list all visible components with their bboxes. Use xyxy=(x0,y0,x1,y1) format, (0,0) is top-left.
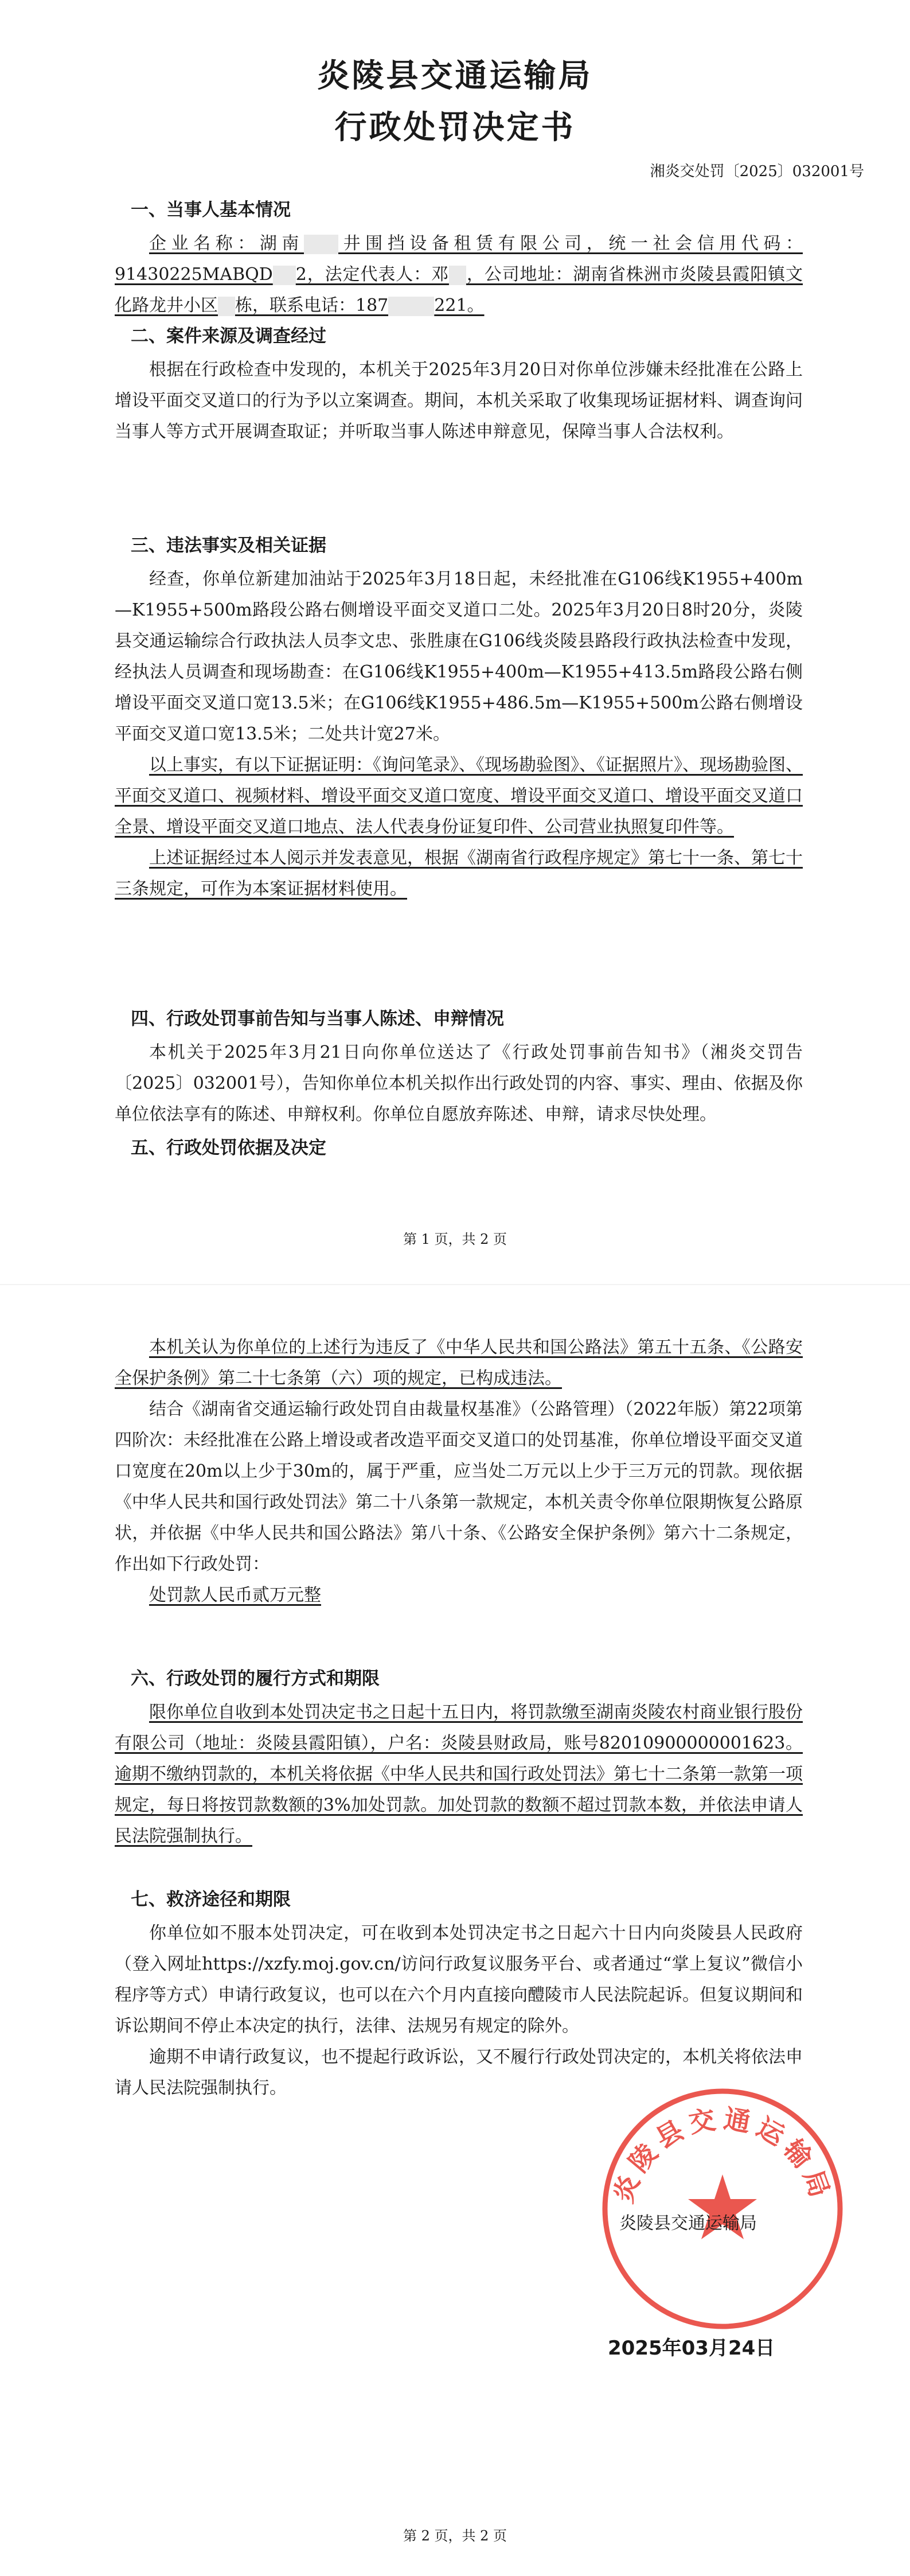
document-number: 湘炎交处罚〔2025〕032001号 xyxy=(650,163,864,180)
redaction xyxy=(273,266,296,285)
section-4-body xyxy=(115,1037,803,1130)
issuer-name: 炎陵县交通运输局 xyxy=(619,2213,757,2233)
doc-title-issuer: 炎陵县交通运输局 xyxy=(317,57,593,95)
party-text-2: 井围挡设备租赁有限公司，统一社会信用代码：91430225MABQD xyxy=(115,234,803,285)
payment-paragraph: 限你单位自收到本处罚决定书之日起十五日内，将罚款缴至湖南炎陵农村商业银行股份有限公司（地址：炎陵县霞阳镇），户名：炎陵县财政局，账号82010900000001623。逾期不缴纳罚款的，本机关将依据《中华人民共和国行政处罚法》第七十二条第一款第一项规定，每日将按罚款数额的3%加处罚款。加处罚款的数额不超过罚款本数，并依法申请人民法院强制执行。 xyxy=(115,1702,803,1846)
issue-date: 2025年03月24日 xyxy=(608,2337,775,2360)
remedy-paragraph: 你单位如不服本处罚决定，可在收到本处罚决定书之日起六十日内向炎陵县人民政府（登入网址https://xzfy.moj.gov.cn/访问行政复议服务平台、或者通过“掌上复议”微信小程序等方式）申请行政复议，也可以在六个月内直接向醴陵市人民法院起诉。但复议期间和诉讼期间不停止本决定的执行，法律、法规另有规定的除外。 xyxy=(115,1923,803,2036)
redaction xyxy=(218,297,235,316)
party-text-4: ，公司地址：湖南省株洲市炎陵县霞阳镇文化路龙井小区 xyxy=(115,264,803,316)
page-footer-1: 第 1 页，共 2 页 xyxy=(403,1231,507,1247)
section-5-body xyxy=(115,1332,803,1611)
redaction xyxy=(304,235,338,254)
evidence-paragraph: 以上事实，有以下证据证明：《询问笔录》、《现场勘验图》、《证据照片》、现场勘验图、平面交叉道口、视频材料、增设平面交叉道口宽度、增设平面交叉道口、增设平面交叉道口全景、增设平面交叉道口地点、法人代表身份证复印件、公司营业执照复印件等。 xyxy=(115,755,803,837)
section-3-body xyxy=(115,564,803,905)
section-6-body xyxy=(115,1697,803,1852)
enforcement-paragraph: 逾期不申请行政复议，也不提起行政诉讼，又不履行行政处罚决定的，本机关将依法申请人民法院强制执行。 xyxy=(115,2047,803,2098)
page-footer-2: 第 2 页，共 2 页 xyxy=(403,2528,507,2544)
penalty-decision: 处罚款人民币贰万元整 xyxy=(149,1585,321,1605)
section-2-body xyxy=(115,355,803,448)
redaction xyxy=(449,266,466,285)
page-2 xyxy=(0,1285,910,2576)
section-4-heading: 四、行政处罚事前告知与当事人陈述、申辩情况 xyxy=(131,1009,504,1029)
doc-title-type: 行政处罚决定书 xyxy=(334,109,576,146)
case-source-paragraph: 根据在行政检查中发现的，本机关于2025年3月20日对你单位涉嫌未经批准在公路上增设平面交叉道口的行为予以立案调查。期间，本机关采取了收集现场证据材料、调查询问当事人等方式开展调查取证；并听取当事人陈述申辩意见，保障当事人合法权利。 xyxy=(115,360,803,442)
discretion-paragraph: 结合《湖南省交通运输行政处罚自由裁量权基准》（公路管理）（2022年版）第22项第四阶次：未经批准在公路上增设或者改造平面交叉道口的处罚基准，你单位增设平面交叉道口宽度在20m以上少于30m的，属于严重，应当处二万元以上少于三万元的罚款。现依据《中华人民共和国行政处罚法》第二十八条第一款规定，本机关责令你单位限期恢复公路原状，并依据《中华人民共和国公路法》第八十条、《公路安全保护条例》第六十二条规定，作出如下行政处罚： xyxy=(115,1399,803,1574)
section-7-heading: 七、救济途径和期限 xyxy=(131,1889,291,1910)
seal-text: 炎陵县交通运输局 xyxy=(607,2103,838,2207)
redaction xyxy=(388,297,434,316)
section-6-heading: 六、行政处罚的履行方式和期限 xyxy=(131,1668,380,1689)
section-3-heading: 三、违法事实及相关证据 xyxy=(131,535,326,556)
party-text-1: 企业名称：湖南 xyxy=(149,234,304,254)
facts-paragraph: 经查，你单位新建加油站于2025年3月18日起，未经批准在G106线K1955+400m—K1955+500m路段公路右侧增设平面交叉道口二处。2025年3月20日8时20分，炎陵县交通运输综合行政执法人员李文忠、张胜康在G106线炎陵县路段行政执法检查中发现，经执法人员调查和现场勘查：在G106线K1955+400m—K1955+413.5m路段公路右侧增设平面交叉道口宽13.5米；在G106线K1955+486.5m—K1955+500m公路右侧增设平面交叉道口宽13.5米；二处共计宽27米。 xyxy=(115,569,803,744)
section-5-heading: 五、行政处罚依据及决定 xyxy=(131,1138,326,1158)
section-1-heading: 一、当事人基本情况 xyxy=(131,200,291,220)
party-text-3: 2，法定代表人：邓 xyxy=(295,264,449,285)
section-2-heading: 二、案件来源及调查经过 xyxy=(131,326,326,347)
party-text-6: 221。 xyxy=(434,295,485,316)
party-text-5: 栋，联系电话：187 xyxy=(235,295,389,316)
notice-paragraph: 本机关于2025年3月21日向你单位送达了《行政处罚事前告知书》（湘炎交罚告〔2025〕032001号），告知你单位本机关拟作出行政处罚的内容、事实、理由、依据及你单位依法享有的陈述、申辩权利。你单位自愿放弃陈述、申辩，请求尽快处理。 xyxy=(115,1042,803,1124)
page-1 xyxy=(0,0,910,1285)
violation-paragraph: 本机关认为你单位的上述行为违反了《中华人民共和国公路法》第五十五条、《公路安全保护条例》第二十七条第（六）项的规定，已构成违法。 xyxy=(115,1337,803,1388)
evidence-usage-paragraph: 上述证据经过本人阅示并发表意见，根据《湖南省行政程序规定》第七十一条、第七十三条规定，可作为本案证据材料使用。 xyxy=(115,848,803,899)
section-1-body xyxy=(115,228,803,321)
section-7-body xyxy=(115,1918,803,2104)
